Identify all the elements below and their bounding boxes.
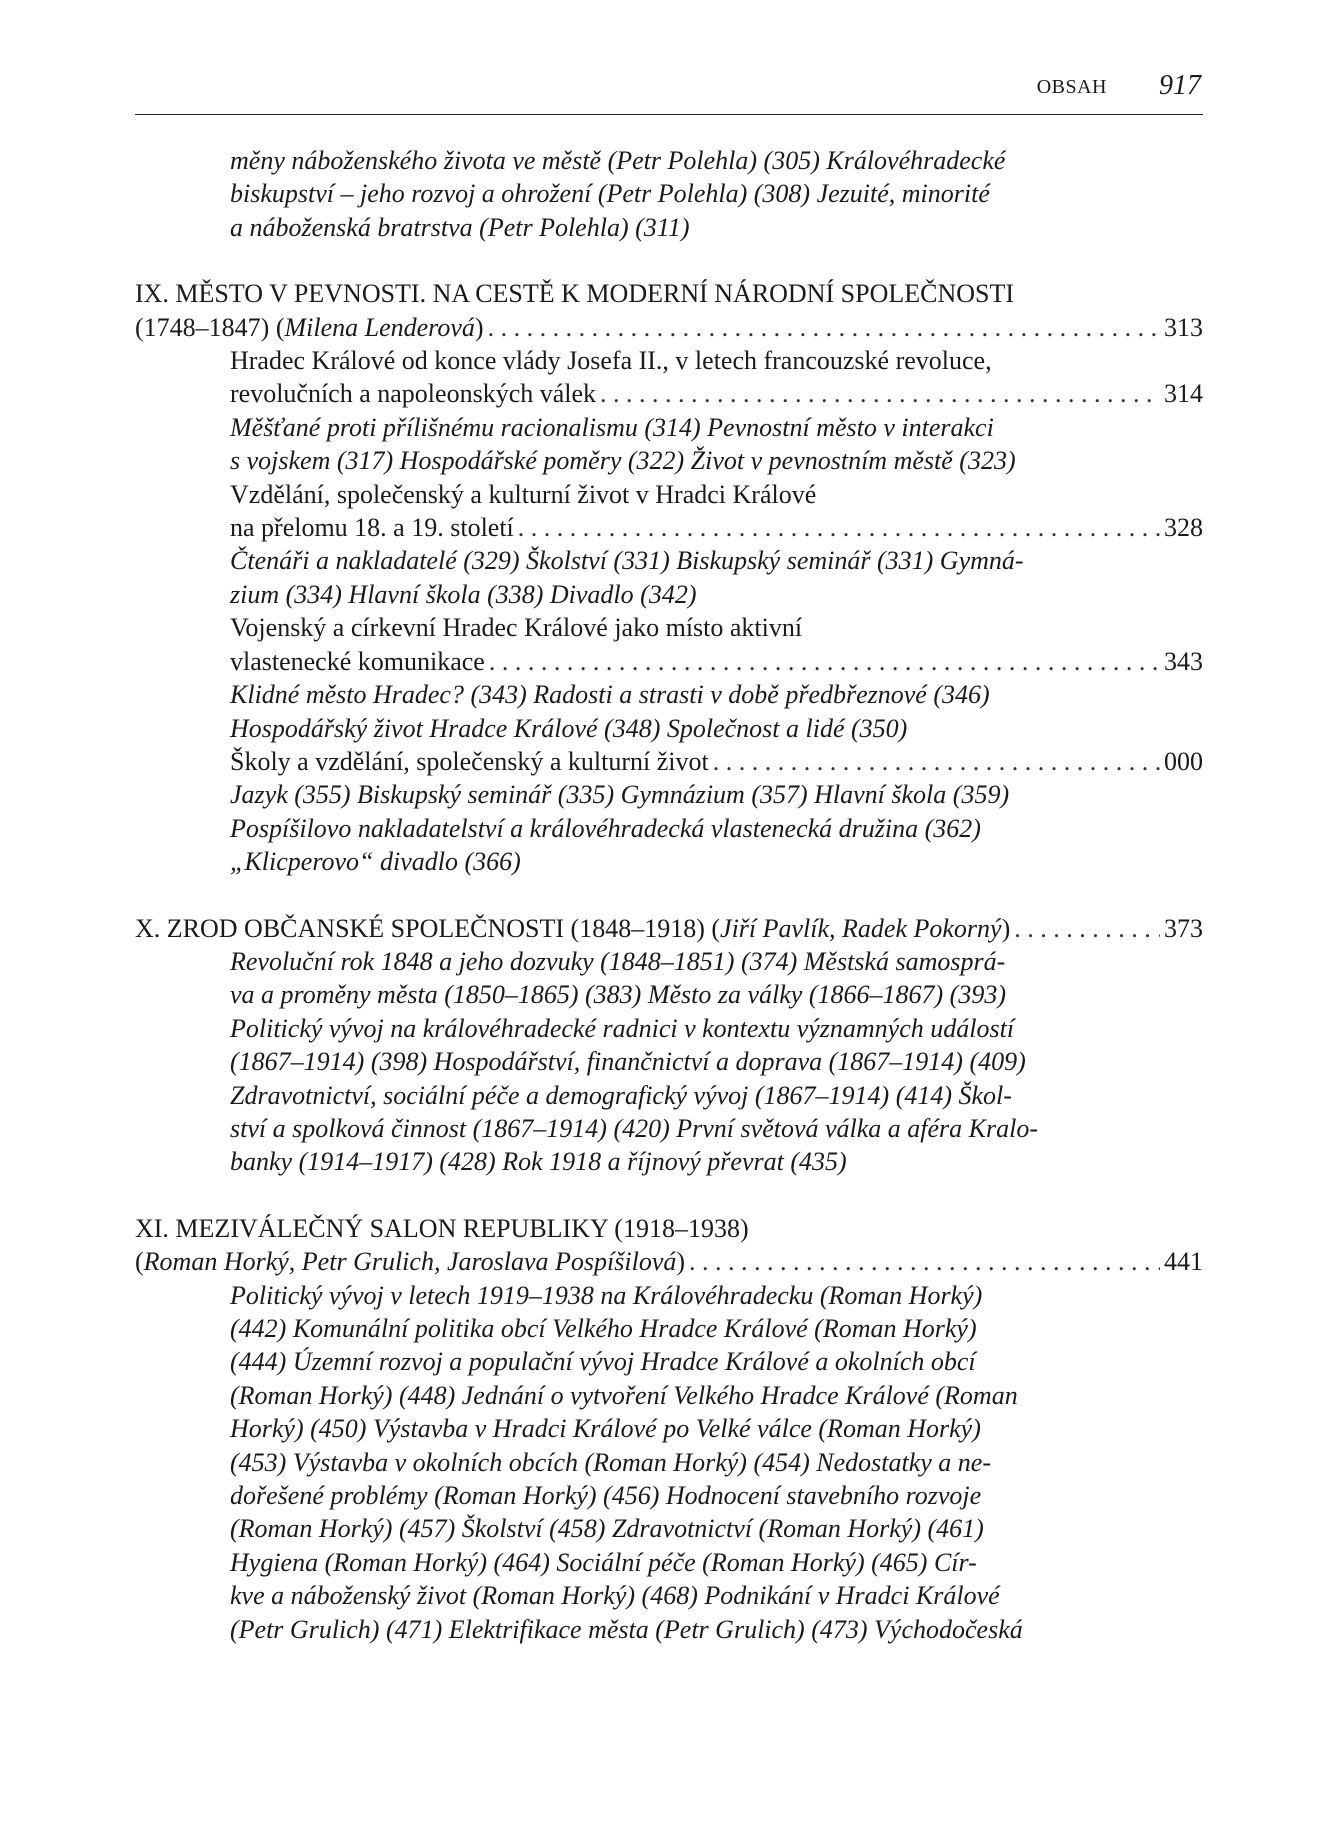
subsection-line: Čtenáři a nakladatelé (329) Školství (331) Biskupský seminář (331) Gymná- [230,546,1024,576]
section-entry[interactable] [135,344,1203,411]
subsection-line: va a proměny města (1850–1865) (383) Město za války (1866–1867) (393) [230,980,1006,1010]
subsection-line: „Klicperovo“ divadlo (366) [230,847,521,877]
subsection-line: Měšťané proti přílišnému racionalismu (314) Pevnostní město v interakci [230,412,994,442]
dot-leader [600,377,1160,410]
section-leader-line [230,377,1203,410]
dot-leader [1014,912,1160,945]
continuation-subsections [135,144,1203,244]
subsection-line: Klidné město Hradec? (343) Radosti a strasti v době předbřeznové (346) [230,680,990,710]
section-title: Vojenský a církevní Hradec Králové jako místo aktivní [230,613,803,643]
section-subsections [135,778,1203,878]
section-entry[interactable] [135,745,1203,778]
subsection-line: Politický vývoj na královéhradecké radnici v kontextu významných událostí [230,1013,1015,1043]
chapter-title: IX. MĚSTO V PEVNOSTI. NA CESTĚ K MODERNÍ NÁRODNÍ SPOLEČNOSTI [135,279,1014,309]
section-leader-line [230,745,1203,778]
section-title: Vzdělání, společenský a kulturní život v Hradci Králové [230,479,817,509]
section-page-number: 343 [1164,646,1203,676]
dot-leader [489,645,1160,678]
chapter-author: Milena Lenderová [284,312,475,342]
subsection-line: (Petr Grulich) (471) Elektrifikace města (Petr Grulich) (473) Východočeská [230,1614,1023,1644]
section-title-end: na přelomu 18. a 19. století [230,513,514,543]
section-subsections [135,411,1203,478]
chapter-leader-line [135,1245,1203,1278]
chapter-title: XI. MEZIVÁLEČNÝ SALON REPUBLIKY (1918–1938) [135,1213,749,1243]
section-subsections [135,544,1203,611]
section-page-number: 328 [1164,513,1203,543]
section-page-number: 314 [1164,379,1203,409]
section-title-end: revolučních a napoleonských válek [230,379,597,409]
subsection-line: zium (334) Hlavní škola (338) Divadlo (342) [230,579,697,609]
chapter-page-number: 313 [1164,312,1203,342]
subsection-line: (442) Komunální politika obcí Velkého Hradce Králové (Roman Horký) [230,1314,977,1343]
chapter-title: X. ZROD OBČANSKÉ SPOLEČNOSTI (1848–1918) (Jiří Pavlík, Radek Pokorný) [135,913,1011,943]
section-page-number: 000 [1164,746,1203,776]
subsection-line: (1867–1914) (398) Hospodářství, finančnictví a doprava (1867–1914) (409) [230,1047,1026,1077]
subsection-line: kve a náboženský život (Roman Horký) (468) Podnikání v Hradci Králové [230,1581,1000,1611]
subsection-line: (Roman Horký) (448) Jednání o vytvoření Velkého Hradce Králové (Roman [230,1380,1018,1410]
chapter-leader-line [135,912,1203,945]
subsection-line: dořešené problémy (Roman Horký) (456) Hodnocení stavebního rozvoje [230,1481,982,1511]
chapter-page-number: 373 [1164,913,1203,943]
subsection-line: (444) Územní rozvoj a populační vývoj Hradce Králové a okolních obcí [230,1347,976,1377]
subsection-line: Hospodářský život Hradce Králové (348) Společnost a lidé (350) [230,713,908,743]
chapter-byline: (1748–1847) (Milena Lenderová) [135,312,484,342]
subsection-line: Revoluční rok 1848 a jeho dozvuky (1848–1851) (374) Městská samosprá- [230,946,1006,976]
subsection-line: měny náboženského života ve městě (Petr Polehla) (305) Královéhradecké [230,146,1006,175]
subsection-line: Politický vývoj v letech 1919–1938 na Královéhradecku (Roman Horký) [230,1280,983,1310]
subsection-line: Jazyk (355) Biskupský seminář (335) Gymnázium (357) Hlavní škola (359) [230,780,1010,810]
subsection-line: Pospíšilovo nakladatelství a královéhradecká vlastenecká družina (362) [230,813,981,843]
chapter-ix[interactable] [135,277,1203,878]
subsection-line: s vojskem (317) Hospodářské poměry (322) Život v pevnostním městě (323) [230,446,1016,476]
subsection-line: (453) Výstavba v okolních obcích (Roman Horký) (454) Nedostatky a ne- [230,1447,991,1477]
section-entry[interactable] [135,611,1203,678]
subsection-line: Hygiena (Roman Horký) (464) Sociální péče (Roman Horký) (465) Cír- [230,1547,977,1577]
subsection-line: Horký) (450) Výstavba v Hradci Králové po Velké válce (Roman Horký) [230,1414,981,1444]
section-leader-line [230,511,1203,544]
chapter-x[interactable] [135,912,1203,1179]
chapter-xi[interactable] [135,1212,1203,1646]
chapter-author: Jiří Pavlík, Radek Pokorný [720,913,1002,943]
dot-leader [713,745,1160,778]
running-title: OBSAH [1036,76,1107,98]
dot-leader [518,511,1160,544]
chapter-author: Roman Horký, Petr Grulich, Jaroslava Pospíšilová [143,1247,677,1277]
subsection-line: biskupství – jeho rozvoj a ohrožení (Petr Polehla) (308) Jezuité, minorité [230,179,990,209]
chapter-title-text: X. ZROD OBČANSKÉ SPOLEČNOSTI (1848–1918) [135,913,705,943]
page-header [135,68,1203,115]
section-title: Školy a vzdělání, společenský a kulturní život [230,746,709,776]
chapter-page-number: 441 [1164,1247,1203,1277]
section-title: Hradec Králové od konce vlády Josefa II., v letech francouzské revoluce, [230,346,992,376]
chapter-subsections [135,1279,1203,1646]
dot-leader [689,1245,1160,1278]
table-of-contents [135,144,1203,1646]
subsection-line: (Roman Horký) (457) Školství (458) Zdravotnictví (Roman Horký) (461) [230,1514,984,1544]
dot-leader [488,311,1160,344]
chapter-dates: (1748–1847) [135,312,270,342]
chapter-subsections [135,945,1203,1179]
page-number: 917 [1159,70,1201,101]
subsection-line: a náboženská bratrstva (Petr Polehla) (311) [230,212,690,242]
subsection-line: ství a spolková činnost (1867–1914) (420) První světová válka a aféra Kralo- [230,1113,1039,1143]
subsection-line: banky (1914–1917) (428) Rok 1918 a říjnový převrat (435) [230,1147,847,1177]
section-title-end: vlastenecké komunikace [230,646,485,676]
section-entry[interactable] [135,478,1203,545]
subsection-line: Zdravotnictví, sociální péče a demografický vývoj (1867–1914) (414) Škol- [230,1080,1012,1110]
section-leader-line [230,645,1203,678]
chapter-leader-line [135,311,1203,344]
section-subsections [135,678,1203,745]
chapter-byline: (Roman Horký, Petr Grulich, Jaroslava Pospíšilová) [135,1247,686,1277]
